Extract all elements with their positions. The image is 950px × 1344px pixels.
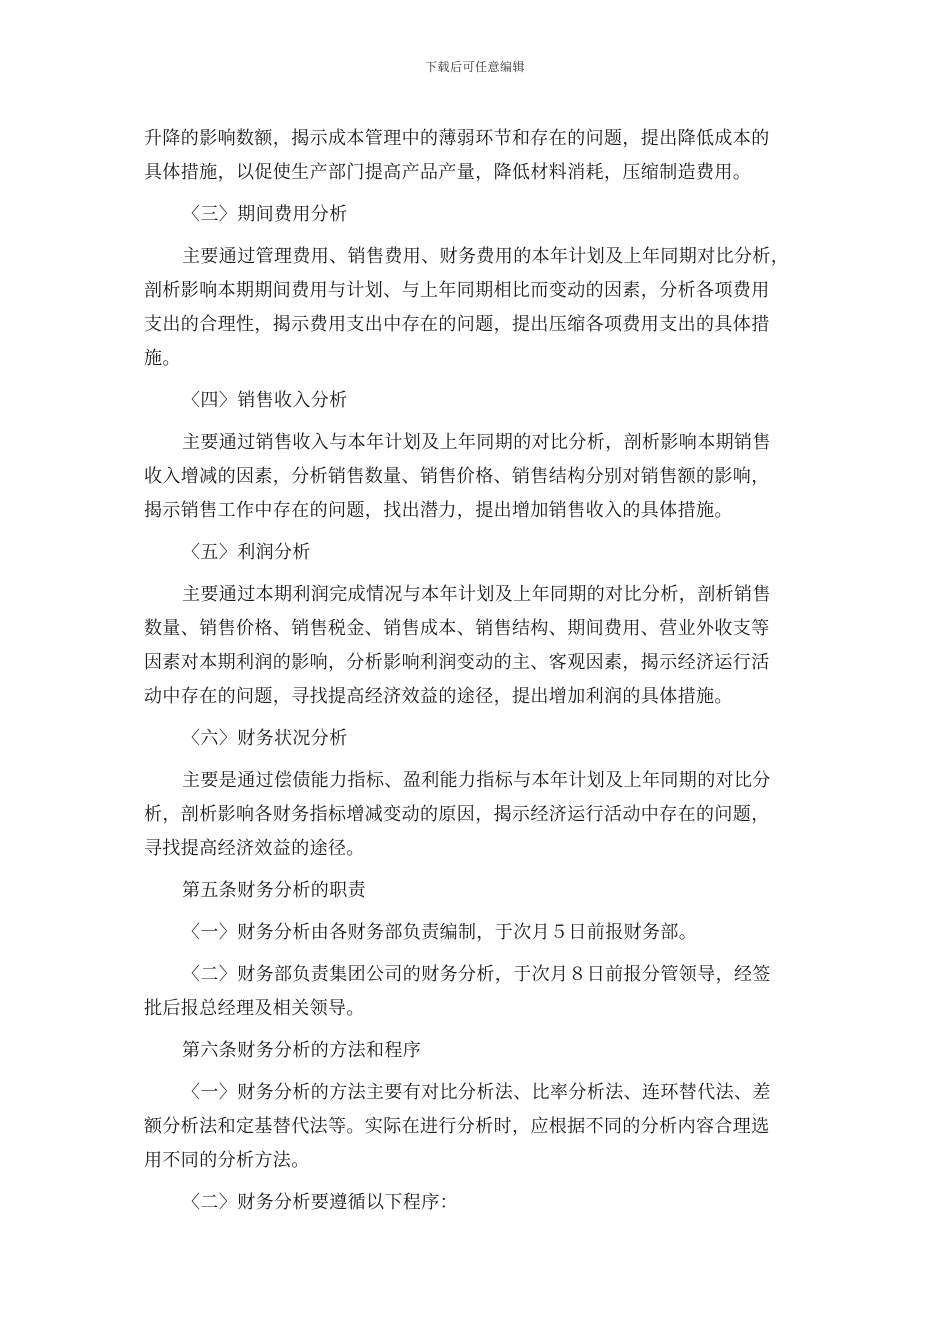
text-line: 施。 bbox=[144, 348, 181, 369]
page-header: 下载后可任意编辑 bbox=[424, 60, 525, 74]
text-line: 动中存在的问题，寻找提高经济效益的途径，提出增加利润的具体措施。 bbox=[144, 686, 733, 707]
text-line: 额分析法和定基替代法等。实际在进行分析时，应根据不同的分析内容合理选 bbox=[144, 1116, 770, 1137]
article-heading: 第五条财务分析的职责 bbox=[182, 880, 366, 901]
article-heading: 第六条财务分析的方法和程序 bbox=[182, 1040, 422, 1061]
text-line: 主要是通过偿债能力指标、盈利能力指标与本年计划及上年同期的对比分 bbox=[182, 770, 771, 791]
text-line: 寻找提高经济效益的途径。 bbox=[144, 838, 365, 859]
text-line: 〈二〉财务部负责集团公司的财务分析，于次月８日前报分管领导，经签 bbox=[182, 964, 771, 985]
text-line: 因素对本期利润的影响，分析影响利润变动的主、客观因素，揭示经济运行活 bbox=[144, 652, 770, 673]
text-line: 〈一〉财务分析的方法主要有对比分析法、比率分析法、连环替代法、差 bbox=[182, 1082, 771, 1103]
section-heading: 〈四〉销售收入分析 bbox=[182, 390, 348, 411]
text-line: 具体措施，以促使生产部门提高产品产量，降低材料消耗，压缩制造费用。 bbox=[144, 162, 752, 183]
text-line: 支出的合理性，揭示费用支出中存在的问题，提出压缩各项费用支出的具体措 bbox=[144, 314, 770, 335]
text-line: 主要通过本期利润完成情况与本年计划及上年同期的对比分析，剖析销售 bbox=[182, 584, 771, 605]
text-line: 升降的影响数额，揭示成本管理中的薄弱环节和存在的问题，提出降低成本的 bbox=[144, 128, 770, 149]
text-line: 收入增减的因素，分析销售数量、销售价格、销售结构分别对销售额的影响， bbox=[144, 466, 770, 487]
section-heading: 〈三〉期间费用分析 bbox=[182, 204, 348, 225]
text-line: 剖析影响本期期间费用与计划、与上年同期相比而变动的因素，分析各项费用 bbox=[144, 280, 770, 301]
section-heading: 〈六〉财务状况分析 bbox=[182, 728, 348, 749]
text-line: 主要通过销售收入与本年计划及上年同期的对比分析，剖析影响本期销售 bbox=[182, 432, 771, 453]
text-line: 〈一〉财务分析由各财务部负责编制，于次月５日前报财务部。 bbox=[182, 922, 698, 943]
text-line: 〈二〉财务分析要遵循以下程序： bbox=[182, 1192, 458, 1213]
text-line: 用不同的分析方法。 bbox=[144, 1150, 310, 1171]
text-line: 主要通过管理费用、销售费用、财务费用的本年计划及上年同期对比分析， bbox=[182, 246, 790, 267]
text-line: 析，剖析影响各财务指标增减变动的原因，揭示经济运行活动中存在的问题， bbox=[144, 804, 770, 825]
text-line: 数量、销售价格、销售税金、销售成本、销售结构、期间费用、营业外收支等 bbox=[144, 618, 770, 639]
section-heading: 〈五〉利润分析 bbox=[182, 542, 311, 563]
text-line: 揭示销售工作中存在的问题，找出潜力，提出增加销售收入的具体措施。 bbox=[144, 500, 733, 521]
text-line: 批后报总经理及相关领导。 bbox=[144, 998, 365, 1019]
document-body bbox=[144, 122, 810, 1220]
